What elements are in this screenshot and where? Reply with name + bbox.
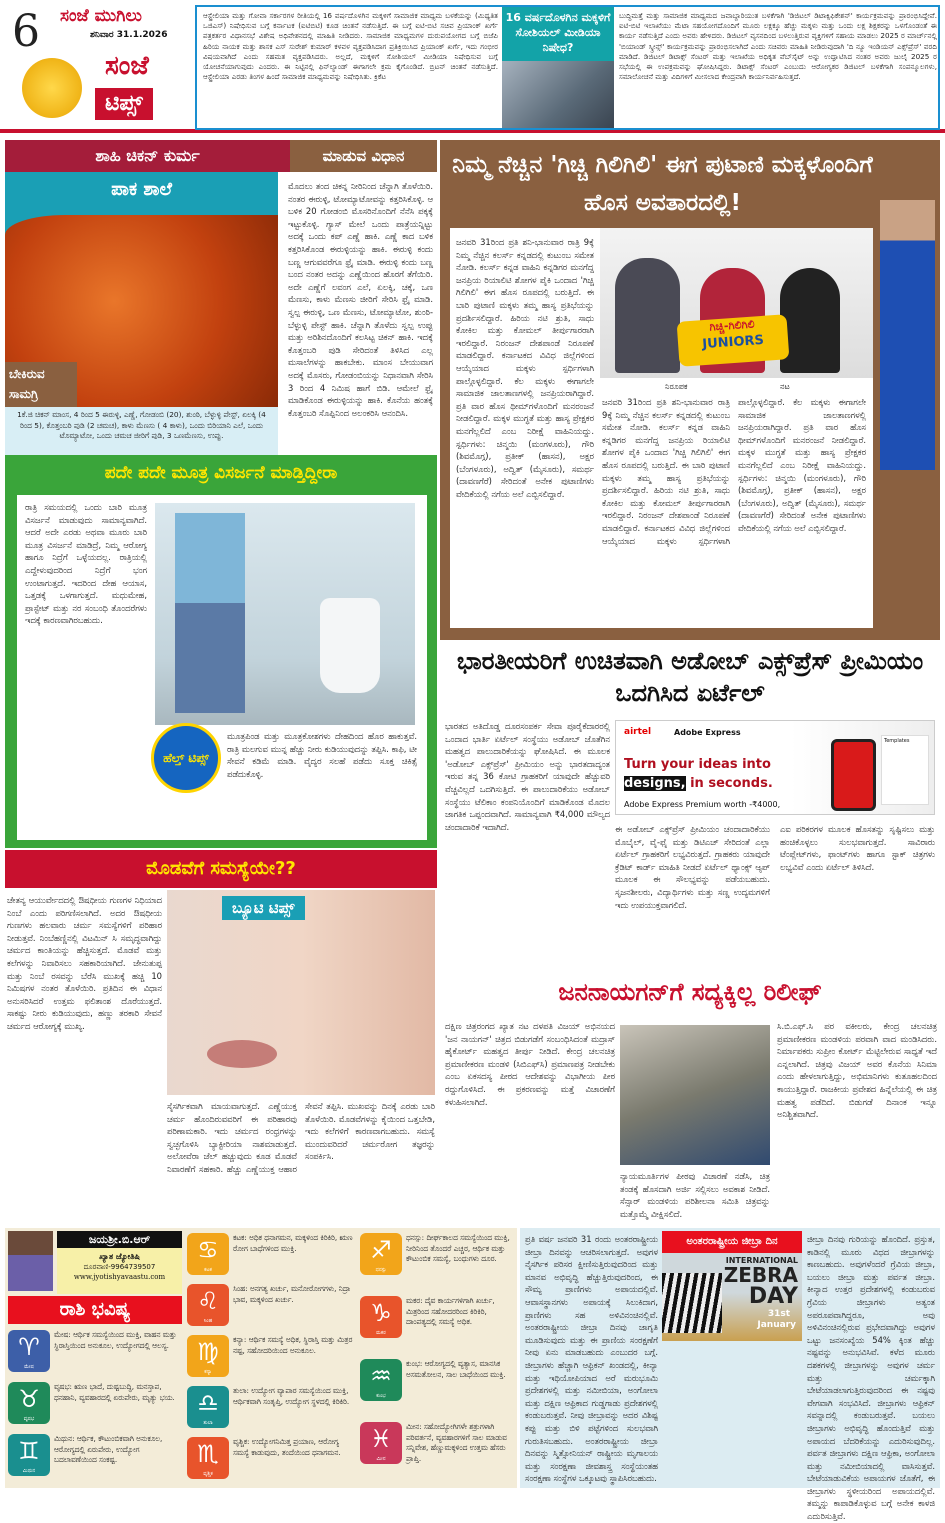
horoscope-sign-2: [8, 1432, 180, 1480]
caption-host: ನಿರೂಪಕ: [665, 382, 688, 391]
horoscope-sign-6: [187, 1384, 355, 1432]
zebra-col2: ಜೀಬ್ರಾ ದಿನವು ಗುರಿಯನ್ನು ಹೊಂದಿದೆ. ಪ್ರಸ್ತುತ, ಕಾಡಿನಲ್ಲಿ ಮೂರು ವಿಧದ ಜೀಬ್ರಾಗಳನ್ನು ಕಾಣಬಹುದು. ಅವುಗಳೆಂದರೆ ಗ್ರೆವಿಯ ಜೀಬ್ರಾ, ಬಯಲು ಜೀಬ್ರಾ ಮತ್ತು ಪರ್ವತ ಜೀಬ್ರಾ. ಕೀನ್ಯಾದ ಉತ್ತರ ಪ್ರದೇಶಗಳಲ್ಲಿ ಕಂಡುಬರುವ ಗ್ರೆವಿಯ ಜೀಬ್ರಾಗಳು ಅತ್ಯಂತ ಅಪರೂಪವಾಗಿದ್ದರೂ, ಅವು ಅಳಿವಿನಂಚಿನಲ್ಲಿರುವ ಪ್ರಭೇದವಾಗಿದ್ದು ಅವುಗಳ ಒಟ್ಟು ಜನಸಂಖ್ಯೆಯ 54% ಕ್ಕಿಂತ ಹೆಚ್ಚು ನಷ್ಟವನ್ನು ಅನುಭವಿಸಿವೆ. ಕಳೆದ ಮೂರು ದಶಕಗಳಲ್ಲಿ ಜೀಬ್ರಾಗಳನ್ನು ಅವುಗಳ ಚರ್ಮ ಮತ್ತು ಚರ್ಮಕ್ಕಾಗಿ ಬೇಟೆಯಾಡಲಾಗುತ್ತಿರುವುದರಿಂದ ಈ ನಷ್ಟವು ವೇಗವಾಗಿ ಸಂಭವಿಸಿದೆ. ಜೀಬ್ರಾಗಳು ಆಫ್ರಿಕನ್ ಸವನ್ನಾದಲ್ಲಿ ಕಂಡುಬರುತ್ತವೆ. ಬಯಲು ಜೀಬ್ರಾಗಳು ಅಭಿವೃದ್ಧಿ ಹೊಂದುತ್ತಿವೆ ಮತ್ತು ಅಪಾಯದ ಬೆದರಿಕೆಯನ್ನು ಎದುರಿಸುವುದಿಲ್ಲ. ಪರ್ವತ ಜೀಬ್ರಾಗಳು ದಕ್ಷಿಣ ಆಫ್ರಿಕಾ, ಅಂಗೋಲಾ ಮತ್ತು ನಮೀಬಿಯಾದಲ್ಲಿ ವಾಸಿಸುತ್ತವೆ. ಬೇಟೆಯಾಡುವಿಕೆಯ ಅಪಾಯಗಳ ಜೊತೆಗೆ, ಈ ಜೀಬ್ರಾಗಳು ಸ್ಥಳೀಯರಿಂದ ಅಪಾಯದಲ್ಲಿವೆ. ತಮ್ಮನ್ನು ಕಾಪಾಡಿಕೊಳ್ಳುವ ಬಗ್ಗೆ ಅನೇಕ ಕಾಳಜಿ ಎದುರಿಸುತ್ತಿವೆ.: [807, 1234, 935, 1522]
horoscope-sign-7: [187, 1435, 355, 1483]
ad-line-2: [624, 776, 773, 792]
zodiac-icon: ♊ ಮಿಥುನ: [8, 1434, 50, 1476]
zebra-day-line-3: DAY: [748, 1284, 798, 1309]
paper-name-logo: ಸಂಜೆ ಮುಗಿಲು: [60, 6, 142, 26]
face-acne-image: [167, 890, 435, 1095]
recipe-section: [5, 140, 437, 455]
horoscope-text: ತುಲಾ: ಉದ್ಯೋಗ ವ್ಯಾಪಾರ ಸಮಸ್ಯೆಯಿಂದ ಮುಕ್ತಿ, ಆರ್ಥಿಕವಾಗಿ ಸಂತೃಪ್ತಿ, ಉದ್ಯೋಗ ಸ್ಥಳದಲ್ಲಿ ಕಿರಿಕಿರಿ.: [233, 1386, 350, 1406]
ad-highlight: designs,: [624, 776, 686, 791]
zodiac-icon-label: ತುಲಾ: [203, 1420, 213, 1426]
ad-line-1: Turn your ideas into: [624, 757, 771, 772]
astrologer-name: ಜಯಶ್ರೀ.ಬಿ.ಆರ್: [57, 1231, 182, 1248]
zebra-image: [662, 1253, 802, 1341]
acne-headline: ಮೊಡವೆಗೆ ಸಮಸ್ಯೆಯೇ??: [5, 850, 437, 888]
horoscope-section: [5, 1228, 517, 1488]
recipe-title: ಶಾಹಿ ಚಿಕನ್ ಕುರ್ಮ: [5, 140, 290, 172]
horoscope-text: ವೃಷಭ: ಋಣ ಭಾದೆ, ದುಷ್ಟಬುದ್ಧಿ, ಮನಸ್ತಾಪ, ಧನಹಾನಿ, ವ್ಯವಹಾರದಲ್ಲಿ ಏರುಪೇರು, ಮೃತ್ಯು ಭಯ.: [54, 1382, 175, 1402]
zodiac-icon-label: ಧನಸ್ಸು: [375, 1267, 387, 1273]
beauty-tips-label: ಬ್ಯೂಟಿ ಟಿಪ್ಸ್: [222, 896, 305, 920]
ingredients-text: 1ಕೆ.ಜಿ ಚಿಕನ್ ಮಾಂಸ, 4 ರಿಂದ 5 ಈರುಳ್ಳಿ, ಎಣ್ಣೆ, ಗೋಡಂಬಿ (20), ಶುಂಠಿ, ಬೆಳ್ಳುಳ್ಳಿ ಪೇಸ್ಟ್, ಏಲಕ್ಕಿ (4 ರಿಂದ 5), ಕೊತ್ತಂಬರಿ ಪುಡಿ (2 ಚಮಚ), ಕಾಳು ಮೆಣಸು ( 4 ಕಾಳು), ಒಂದು ಬಿರಿಯಾನಿ ಎಲೆ, ಒಂದು ಟೊಮ್ಯಾಟೋ, ಒಂದು ಚಮಚ ಜೀರಿಗೆ ಪುಡಿ, 3 ಒಣಮೆಣಸು, ಉಪ್ಪು.: [5, 407, 278, 455]
zodiac-icon: ♐ ಧನಸ್ಸು: [360, 1233, 402, 1275]
zodiac-icon-label: ಕುಂಭ: [376, 1393, 386, 1399]
airtel-logo: airtel: [624, 727, 652, 737]
airtel-headline: ಭಾರತೀಯರಿಗೆ ಉಚಿತವಾಗಿ ಅಡೋಬ್ ಎಕ್ಸ್‌ಪ್ರೆಸ್ ಪ್ರೀಮಿಯಂ ಒದಗಿಸಿದ ಏರ್ಟೆಲ್: [456, 647, 924, 707]
zebra-section: [520, 1228, 940, 1522]
astrologer-title: ಖ್ಯಾತ ಜ್ಯೋತಿಷಿ: [99, 1252, 140, 1261]
jananayagan-col1: ದಕ್ಷಿಣ ಚಿತ್ರರಂಗದ ಖ್ಯಾತ ನಟ ದಳಪತಿ ವಿಜಯ್ ಅಭಿನಯದ 'ಜನ ನಾಯಗನ್' ಚಿತ್ರದ ಬಿಡುಗಡೆಗೆ ಸಂಬಂಧಿಸಿದಂತೆ ಮದ್ರಾಸ್ ಹೈಕೋರ್ಟ್ ಮಹತ್ವದ ತೀರ್ಪು ನೀಡಿದೆ. ಕೇಂದ್ರ ಚಲನಚಿತ್ರ ಪ್ರಮಾಣೀಕರಣ ಮಂಡಳಿ (ಸಿಬಿಎಫ್‌ಸಿ) ಪ್ರಮಾಣಪತ್ರ ನೀಡಬೇಕು ಎಂಬ ಏಕಸದಸ್ಯ ಪೀಠದ ಆದೇಶವನ್ನು ವಿಭಾಗೀಯ ಪೀಠ ರದ್ದುಗೊಳಿಸಿದೆ. ಈ ಪ್ರಕರಣವನ್ನು ಮತ್ತೆ ವಿಚಾರಣೆಗೆ ಕಳುಹಿಸಲಾಗಿದೆ.: [445, 1021, 615, 1107]
zodiac-icon-label: ಕನ್ಯಾ: [204, 1369, 212, 1375]
zodiac-icon: ♉ ವೃಷಭ: [8, 1382, 50, 1424]
top-story: [195, 5, 940, 130]
ad-line-3: Adobe Express Premium worth -₹4000,: [624, 800, 781, 809]
person-legs: [175, 513, 245, 713]
health-tips-section: [5, 455, 437, 848]
horoscope-sign-1: [8, 1380, 180, 1428]
horoscope-sign-5: [187, 1333, 355, 1381]
kitchen-section-label: ಪಾಕ ಶಾಲೆ: [111, 179, 172, 200]
lips: [207, 1040, 277, 1068]
judge-3: [780, 268, 840, 373]
health-tips-badge-label: ಹೆಲ್ತ್ ಟಿಪ್ಸ್: [163, 751, 209, 765]
adobe-express-logo: Adobe Express: [674, 728, 741, 737]
horoscope-text: ಮಕರ: ದೈವ ಕಾರ್ಯಗಳಿಗಾಗಿ ಖರ್ಚು, ಮಿತ್ರರಿಂದ ಸಹೋದರರಿಂದ ಕಿರಿಕಿರಿ, ದಾಂಪತ್ಯದಲ್ಲಿ ಸಮಸ್ಯೆ ಅಧಿಕ.: [406, 1296, 495, 1326]
zebra-day-line-4: 31st: [767, 1309, 790, 1319]
horoscope-sign-9: [360, 1294, 514, 1342]
horoscope-text: ಸಿಂಹ: ಅನಗತ್ಯ ಖರ್ಚು, ಮನೋರೋಗಗಳು, ನಿದ್ರಾ ಭಾವ, ಮಕ್ಕಳಿಂದ ಖರ್ಚು.: [233, 1284, 351, 1304]
zebra-day-line-1: INTERNATIONAL: [725, 1256, 798, 1265]
health-col2: ಮೂತ್ರಪಿಂಡ ಮತ್ತು ಮೂತ್ರಕೋಶಗಳು ದೇಹದಿಂದ ಹೊರ ಹಾಕುತ್ತವೆ. ರಾತ್ರಿ ಮಲಗುವ ಮುನ್ನ ಹೆಚ್ಚು ನೀರು ಕುಡಿಯುವುದನ್ನು ತಪ್ಪಿಸಿ. ಕಾಫಿ, ಟೀ ಸೇವನೆ ಕಡಿಮೆ ಮಾಡಿ. ವೈದ್ಯರ ಸಲಹೆ ಪಡೆದು ಸೂಕ್ತ ಚಿಕಿತ್ಸೆ ಪಡೆದುಕೊಳ್ಳಿ.: [227, 731, 417, 779]
airtel-body-1: ಭಾರತದ ಅತಿದೊಡ್ಡ ದೂರಸಂಪರ್ಕ ಸೇವಾ ಪೂರೈಕೆದಾರರಲ್ಲಿ ಒಂದಾದ ಭಾರ್ತಿ ಏರ್ಟೆಲ್ ಸಂಸ್ಥೆಯು ಅಡೋಬ್ ಜೊತೆಗಿನ ಮಹತ್ವದ ಪಾಲುದಾರಿಕೆಯನ್ನು ಘೋಷಿಸಿದೆ. ಈ ಮೂಲಕ 'ಅಡೋಬ್ ಎಕ್ಸ್‌ಪ್ರೆಸ್' ಪ್ರೀಮಿಯಂ ಅನ್ನು ಭಾರತದಾದ್ಯಂತ ಇರುವ ತನ್ನ 36 ಕೋಟಿ ಗ್ರಾಹಕರಿಗೆ ಯಾವುದೇ ಹೆಚ್ಚುವರಿ ವೆಚ್ಚವಿಲ್ಲದೆ ಒದಗಿಸುತ್ತಿದೆ. ಈ ಪಾಲುದಾರಿಕೆಯು ಅಡೋಬ್ ಸಂಸ್ಥೆಯು ಟೆಲಿಕಾಂ ಕಂಪನಿಯೊಂದಿಗೆ ಮಾಡಿಕೊಂಡ ಮೊದಲ ಜಾಗತಿಕ ಒಪ್ಪಂದವಾಗಿದೆ. ಸಾಮಾನ್ಯವಾಗಿ ₹4,000 ಮೌಲ್ಯದ ಚಂದಾದಾರಿಕೆ ಇದಾಗಿದೆ.: [445, 721, 610, 832]
horoscope-text: ಮೇಷ: ಆರ್ಥಿಕ ಸಮಸ್ಯೆಯಿಂದ ಮುಕ್ತಿ, ವಾಹನ ಮತ್ತು ಸ್ಥಿರಾಸ್ತಿಯಿಂದ ಅನುಕೂಲ, ಉದ್ಯೋಗದಲ್ಲಿ ಆಲಸ್ಯ.: [54, 1330, 177, 1350]
zodiac-icon-label: ಸಿಂಹ: [203, 1318, 213, 1324]
gichi-body-cont: ಜನವರಿ 31ರಿಂದ ಪ್ರತಿ ಶನಿ-ಭಾನುವಾರ ರಾತ್ರಿ 9ಕ್ಕೆ ನಿಮ್ಮ ನೆಚ್ಚಿನ ಕಲರ್ಸ್ ಕನ್ನಡದಲ್ಲಿ ಕುಟುಂಬ ಸಮೇತ ನೋಡಿ. ಕಲರ್ಸ್ ಕನ್ನಡ ವಾಹಿನಿ ಕನ್ನಡಿಗರ ಮನಗೆದ್ದ ಜನಪ್ರಿಯ ರಿಯಾಲಿಟಿ ಶೋಗಳ ಪೈಕಿ ಒಂದಾದ 'ಗಿಚ್ಚಿ ಗಿಲಿಗಿಲಿ' ಈಗ ಹೊಸ ರೂಪದಲ್ಲಿ ಬರುತ್ತಿದೆ. ಈ ಬಾರಿ ಪುಟಾಣಿ ಮಕ್ಕಳು ತಮ್ಮ ಹಾಸ್ಯ ಪ್ರತಿಭೆಯನ್ನು ಪ್ರದರ್ಶಿಸಲಿದ್ದಾರೆ. ಹಿರಿಯ ನಟಿ ಶ್ರುತಿ, ಸಾಧು ಕೋಕಿಲ ಮತ್ತು ಕೋಮಲ್ ತೀರ್ಪುಗಾರರಾಗಿ ಇರಲಿದ್ದಾರೆ. ನಿರಂಜನ್ ದೇಶಪಾಂಡೆ ನಿರೂಪಣೆ ಮಾಡಲಿದ್ದಾರೆ. ಕರ್ನಾಟಕದ ವಿವಿಧ ಜಿಲ್ಲೆಗಳಿಂದ ಆಯ್ಕೆಯಾದ ಮಕ್ಕಳು ಸ್ಪರ್ಧಿಗಳಾಗಿ ಪಾಲ್ಗೊಳ್ಳಲಿದ್ದಾರೆ. ಕೆಲ ಮಕ್ಕಳು ಈಗಾಗಲೇ ಸಾಮಾಜಿಕ ಜಾಲತಾಣಗಳಲ್ಲಿ ಜನಪ್ರಿಯರಾಗಿದ್ದಾರೆ. ಪ್ರತಿ ವಾರ ಹೊಸ ಥೀಮ್‌ಗಳೊಂದಿಗೆ ಮನರಂಜನೆ ನೀಡಲಿದ್ದಾರೆ. ಮಕ್ಕಳ ಮುಗ್ಧತೆ ಮತ್ತು ಹಾಸ್ಯ ಪ್ರೇಕ್ಷಕರ ಮನಗೆಲ್ಲಲಿದೆ ಎಂಬ ನಿರೀಕ್ಷೆ ವಾಹಿನಿಯದ್ದು. ಸ್ಪರ್ಧಿಗಳು: ಚಿನ್ಮಯಿ (ಮಂಗಳೂರು), ಗೌರಿ (ಶಿವಮೊಗ್ಗ), ಪ್ರತೀಕ್ (ಹಾಸನ), ಅಕ್ಷರ (ಬೆಂಗಳೂರು), ಅದ್ವಿತ್ (ಮೈಸೂರು), ಸಮರ್ಥ (ದಾವಣಗೆರೆ) ಸೇರಿದಂತೆ ಅನೇಕ ಪುಟಾಣಿಗಳು ವೇದಿಕೆಯಲ್ಲಿ ನಗೆಯ ಅಲೆ ಎಬ್ಬಿಸಲಿದ್ದಾರೆ.: [602, 397, 866, 546]
zebra-col1: ಪ್ರತಿ ವರ್ಷ ಜನವರಿ 31 ರಂದು ಅಂತರರಾಷ್ಟ್ರೀಯ ಜೀಬ್ರಾ ದಿನವನ್ನು ಆಚರಿಸಲಾಗುತ್ತದೆ. ಅವುಗಳ ನೈಸರ್ಗಿಕ ಪರಿಸರ ಕ್ಷೀಣಿಸುತ್ತಿರುವುದರಿಂದ ಮತ್ತು ಮಾನವ ಅಭಿವೃದ್ಧಿ ಹೆಚ್ಚುತ್ತಿರುವುದರಿಂದ, ಈ ಸೌಮ್ಯ ಪ್ರಾಣಿಗಳು ಅಪಾಯದಲ್ಲಿವೆ. ಆವಾಸಸ್ಥಾನಗಳು ಅಪಾಯಕ್ಕೆ ಸಿಲುಕಿದಾಗ, ಪ್ರಾಣಿಗಳು ಸಹ ಅಳಿವಿನಂಚಿನಲ್ಲಿವೆ. ಅಂತರರಾಷ್ಟ್ರೀಯ ಜೀಬ್ರಾ ದಿನವು ಜಾಗೃತಿ ಮೂಡಿಸುವುದು ಮತ್ತು ಈ ಪ್ರಾಣಿಯ ಸಂರಕ್ಷಣೆಗೆ ನೀವು ಏನು ಮಾಡಬಹುದು ಎಂಬುದರ ಬಗ್ಗೆ. ಜೀಬ್ರಾಗಳು ಹೆಚ್ಚಾಗಿ ಆಫ್ರಿಕನ್ ಖಂಡದಲ್ಲಿ, ಕೀನ್ಯಾ ಮತ್ತು ಇಥಿಯೋಪಿಯಾದ ಅರೆ ಮರುಭೂಮಿ ಪ್ರದೇಶಗಳಲ್ಲಿ ಮತ್ತು ನಮೀಬಿಯಾ, ಅಂಗೋಲಾ ಮತ್ತು ದಕ್ಷಿಣ ಆಫ್ರಿಕಾದ ಗುಡ್ಡಗಾಡು ಪ್ರದೇಶಗಳಲ್ಲಿ ಕಂಡುಬರುತ್ತವೆ. ನೀವು ಜೀಬ್ರಾವನ್ನು ಅದರ ವಿಶಿಷ್ಟ ಕಪ್ಪು ಮತ್ತು ಬಿಳಿ ಪಟ್ಟೆಗಳಿಂದ ಸುಲಭವಾಗಿ ಗುರುತಿಸಬಹುದು. ಅಂತರರಾಷ್ಟ್ರೀಯ ಜೀಬ್ರಾ ದಿನವನ್ನು ಸ್ಮಿತ್ಸೋನಿಯನ್ ರಾಷ್ಟ್ರೀಯ ಮೃಗಾಲಯ ಮತ್ತು ಸಂರಕ್ಷಣಾ ಜೀವಶಾಸ್ತ್ರ ಸಂಸ್ಥೆಯಂತಹ ಸಂರಕ್ಷಣಾ ಸಂಸ್ಥೆಗಳ ಒಕ್ಕೂಟವು ಸ್ಥಾಪಿಸಿರಬಹುದು.: [525, 1234, 658, 1484]
toilet-shape: [320, 598, 380, 693]
jananayagan-col2: ಸಿ.ಬಿ.ಎಫ್.ಸಿ ಪರ ವಕೀಲರು, ಕೇಂದ್ರ ಚಲನಚಿತ್ರ ಪ್ರಮಾಣೀಕರಣ ಮಂಡಳಿಯ ಪರವಾಗಿ ವಾದ ಮಂಡಿಸಿದರು. ನಿರ್ಮಾಪಕರು ಸುಪ್ರೀಂ ಕೋರ್ಟ್ ಮೆಟ್ಟಿಲೇರುವ ಸಾಧ್ಯತೆ ಇದೆ ಎನ್ನಲಾಗಿದೆ. ಚಿತ್ರವು ವಿಜಯ್ ಅವರ ಕೊನೆಯ ಸಿನಿಮಾ ಎಂದು ಹೇಳಲಾಗುತ್ತಿದ್ದು, ಅಭಿಮಾನಿಗಳು ಕುತೂಹಲದಿಂದ ಕಾಯುತ್ತಿದ್ದಾರೆ. ರಾಜಕೀಯ ಪ್ರವೇಶದ ಹಿನ್ನೆಲೆಯಲ್ಲಿ ಈ ಚಿತ್ರ ಮಹತ್ವ ಪಡೆದಿದೆ. ಬಿಡುಗಡೆ ದಿನಾಂಕ ಇನ್ನೂ ಅನಿಶ್ಚಿತವಾಗಿದೆ.: [777, 1021, 937, 1120]
zodiac-icon-label: ವೃಷಭ: [23, 1416, 35, 1422]
horoscope-text: ಕನ್ಯಾ: ಆರ್ಥಿಕ ಸಮಸ್ಯೆ ಅಧಿಕ, ಸ್ಥಿರಾಸ್ತಿ ಮತ್ತು ಮಿತ್ರರ ನಷ್ಟ, ಸಹೋದರಿಯಿಂದ ಅನುಕೂಲ.: [233, 1335, 353, 1355]
gichi-section: [440, 140, 940, 640]
gichi-headline: ನಿಮ್ಮ ನೆಚ್ಚಿನ 'ಗಿಚ್ಚಿ ಗಿಲಿಗಿಲಿ' ಈಗ ಪುಟಾಣಿ ಮಕ್ಕಳೊಂದಿಗೆ ಹೊಸ ಅವತಾರದಲ್ಲಿ!: [452, 152, 873, 216]
airtel-body-2: ಈ ಅಡೋಬ್ ಎಕ್ಸ್‌ಪ್ರೆಸ್ ಪ್ರೀಮಿಯಂ ಚಂದಾದಾರಿಕೆಯು ಮೊಬೈಲ್, ವೈ-ಫೈ ಮತ್ತು ಡಿಟಿಎಚ್ ಸೇರಿದಂತೆ ಎಲ್ಲಾ ಏರ್ಟೆಲ್ ಗ್ರಾಹಕರಿಗೆ ಲಭ್ಯವಿರುತ್ತದೆ. ಗ್ರಾಹಕರು ಯಾವುದೇ ಕ್ರೆಡಿಟ್ ಕಾರ್ಡ್ ಮಾಹಿತಿ ನೀಡದೆ ಏರ್ಟೆಲ್ ಥ್ಯಾಂಕ್ಸ್ ಆ್ಯಪ್ ಮೂಲಕ ಈ ಸೌಲಭ್ಯವನ್ನು ಪಡೆಯಬಹುದು. ಸೃಜನಶೀಲರು, ವಿದ್ಯಾರ್ಥಿಗಳು ಮತ್ತು ಸಣ್ಣ ಉದ್ಯಮಗಳಿಗೆ ಇದು ಉಪಯುಕ್ತವಾಗಲಿದೆ.: [615, 824, 770, 910]
zebra-stripes: [662, 1273, 722, 1333]
horoscope-text: ಮಿಥುನ: ಆರ್ಥಿಕ, ಕೌಟುಂಬಿಕವಾಗಿ ಅನುಕೂಲ, ಆರೋಗ್ಯದಲ್ಲಿ ಏರುಪೇರು, ಉದ್ಯೋಗ ಬದಲಾವಣೆಯಿಂದ ಸಂಕಷ್ಟ.: [54, 1434, 163, 1464]
method-text: ಮೊದಲು ತಂದ ಚಿಕನ್ನ ನೀರಿನಿಂದ ಚೆನ್ನಾಗಿ ತೊಳೆಯಿರಿ. ನಂತರ ಈರುಳ್ಳಿ, ಟೋಮ್ಯಾಟೋವನ್ನು ಕತ್ತರಿಸಿಕೊಳ್ಳಿ. ಆ ಬಳಿಕ 20 ಗೋಡಂಬಿ ಮೊಸರಿನೊಂದಿಗೆ ನೆನೆಸಿ ಪಕ್ಕಕ್ಕೆ ಇಟ್ಟುಕೊಳ್ಳಿ. ಗ್ಯಾಸ್ ಮೇಲೆ ಒಂದು ಪಾತ್ರೆಯನ್ನಿಟ್ಟು ಅದಕ್ಕೆ ಒಂದು ಕಪ್ ಎಣ್ಣೆ ಹಾಕಿ. ಎಣ್ಣೆ ಕಾದ ಬಳಿಕ ಕತ್ತರಿಸಿಕೊಂಡ ಈರುಳ್ಳಿಯನ್ನು ಹಾಕಿ. ಈರುಳ್ಳಿ ಕಂದು ಬಣ್ಣ ಆಗುವವರೆಗೂ ಫ್ರೈ ಮಾಡಿ. ಈರುಳ್ಳಿ ಕಂದು ಬಣ್ಣ ಬಂದ ನಂತರ ಅದನ್ನು ಎಣ್ಣೆಯಿಂದ ಹೊರಗೆ ತೆಗೆಯಿರಿ. ಅದೇ ಎಣ್ಣೆಗೆ ಲವಂಗ ಎಲೆ, ಏಲಕ್ಕಿ, ಚಕ್ಕೆ, ಒಣ ಮೆಣಸು, ಕಾಳು ಮೆಣಸು ಜೀರಿಗೆ ಸೇರಿಸಿ ಫ್ರೈ ಮಾಡಿ. ಸ್ವಲ್ಪ ಈರುಳ್ಳಿ, ಒಣ ಮೆಣಸು, ಟೋಮ್ಯಾಟೋ, ಶುಂಠಿ-ಬೆಳ್ಳುಳ್ಳಿ ಪೇಸ್ಟ್ ಹಾಕಿ. ಚೆನ್ನಾಗಿ ತೊಳೆದು ಸ್ವಲ್ಪ ಉಪ್ಪು ಮತ್ತು ಅರಿಶಿನದೊಂದಿಗೆ ಕಲಸಿಟ್ಟ ಚಿಕನ್ ಹಾಕಿ. ಇದಕ್ಕೆ ಕೊತ್ತಂಬರಿ ಪುಡಿ ಸೇರಿದಂತೆ ತಿಳಿಸಿದ ಎಲ್ಲ ಮಸಾಲೆಗಳನ್ನು ಹಾಕಬೇಕು. ಮಾಂಸ ಬೇಯುವಾಗ ಅದಕ್ಕೆ ಮೊಸರು, ಗೋಡಂಬಿಯನ್ನು ನಿಧಾನವಾಗಿ ಸೇರಿಸಿ 3 ರಿಂದ 4 ನಿಮಿಷ ಹಾಗೆ ಬಿಡಿ. ಆಮೇಲೆ ಫ್ರೈ ಮಾಡಿಕೊಂಡ ಈರುಳ್ಳಿಯನ್ನು ಹಾಕಿ. ಕೊನೆಯ ಹಂತಕ್ಕೆ ಕೊತ್ತಂಬರಿ ಸೊಪ್ಪಿನಿಂದ ಅಲಂಕರಿಸಿ ಆನಂದಿಸಿ.: [288, 181, 433, 418]
gichi-body: ಜನವರಿ 31ರಿಂದ ಪ್ರತಿ ಶನಿ-ಭಾನುವಾರ ರಾತ್ರಿ 9ಕ್ಕೆ ನಿಮ್ಮ ನೆಚ್ಚಿನ ಕಲರ್ಸ್ ಕನ್ನಡದಲ್ಲಿ ಕುಟುಂಬ ಸಮೇತ ನೋಡಿ. ಕಲರ್ಸ್ ಕನ್ನಡ ವಾಹಿನಿ ಕನ್ನಡಿಗರ ಮನಗೆದ್ದ ಜನಪ್ರಿಯ ರಿಯಾಲಿಟಿ ಶೋಗಳ ಪೈಕಿ ಒಂದಾದ 'ಗಿಚ್ಚಿ ಗಿಲಿಗಿಲಿ' ಈಗ ಹೊಸ ರೂಪದಲ್ಲಿ ಬರುತ್ತಿದೆ. ಈ ಬಾರಿ ಪುಟಾಣಿ ಮಕ್ಕಳು ತಮ್ಮ ಹಾಸ್ಯ ಪ್ರತಿಭೆಯನ್ನು ಪ್ರದರ್ಶಿಸಲಿದ್ದಾರೆ. ಹಿರಿಯ ನಟಿ ಶ್ರುತಿ, ಸಾಧು ಕೋಕಿಲ ಮತ್ತು ಕೋಮಲ್ ತೀರ್ಪುಗಾರರಾಗಿ ಇರಲಿದ್ದಾರೆ. ನಿರಂಜನ್ ದೇಶಪಾಂಡೆ ನಿರೂಪಣೆ ಮಾಡಲಿದ್ದಾರೆ. ಕರ್ನಾಟಕದ ವಿವಿಧ ಜಿಲ್ಲೆಗಳಿಂದ ಆಯ್ಕೆಯಾದ ಮಕ್ಕಳು ಸ್ಪರ್ಧಿಗಳಾಗಿ ಪಾಲ್ಗೊಳ್ಳಲಿದ್ದಾರೆ. ಕೆಲ ಮಕ್ಕಳು ಈಗಾಗಲೇ ಸಾಮಾಜಿಕ ಜಾಲತಾಣಗಳಲ್ಲಿ ಜನಪ್ರಿಯರಾಗಿದ್ದಾರೆ. ಪ್ರತಿ ವಾರ ಹೊಸ ಥೀಮ್‌ಗಳೊಂದಿಗೆ ಮನರಂಜನೆ ನೀಡಲಿದ್ದಾರೆ. ಮಕ್ಕಳ ಮುಗ್ಧತೆ ಮತ್ತು ಹಾಸ್ಯ ಪ್ರೇಕ್ಷಕರ ಮನಗೆಲ್ಲಲಿದೆ ಎಂಬ ನಿರೀಕ್ಷೆ ವಾಹಿನಿಯದ್ದು. ಸ್ಪರ್ಧಿಗಳು: ಚಿನ್ಮಯಿ (ಮಂಗಳೂರು), ಗೌರಿ (ಶಿವಮೊಗ್ಗ), ಪ್ರತೀಕ್ (ಹಾಸನ), ಅಕ್ಷರ (ಬೆಂಗಳೂರು), ಅದ್ವಿತ್ (ಮೈಸೂರು), ಸಮರ್ಥ (ದಾವಣಗೆರೆ) ಸೇರಿದಂತೆ ಅನೇಕ ಪುಟಾಣಿಗಳು ವೇದಿಕೆಯಲ್ಲಿ ನಗೆಯ ಅಲೆ ಎಬ್ಬಿಸಲಿದ್ದಾರೆ.: [456, 237, 594, 499]
section-title-sanje: ಸಂಜೆ: [105, 51, 149, 81]
ad-templates-label: Templates: [884, 738, 910, 744]
airtel-ad: [615, 720, 935, 815]
horoscope-title: ರಾಶಿ ಭವಿಷ್ಯ: [8, 1296, 182, 1324]
astrologer-website: www.jyotishyavaastu.com: [73, 1273, 166, 1281]
horoscope-text: ಕಟಕ: ಅಧಿಕ ಧನಾಗಮನ, ಮಕ್ಕಳಿಂದ ಕಿರಿಕಿರಿ, ಋಣ ರೋಗ ಬಾಧೆಗಳಿಂದ ಮುಕ್ತಿ.: [233, 1233, 353, 1253]
zodiac-icon: ♍ ಕನ್ಯಾ: [187, 1335, 229, 1377]
show-logo: [677, 314, 790, 367]
horoscope-sign-3: [187, 1231, 355, 1279]
horoscope-sign-8: [360, 1231, 514, 1279]
acne-col1: ಚೇತನ್ಯ ಆಯುರ್ವೇದದಲ್ಲಿ ಔಷಧೀಯ ಗುಣಗಳ ನಿಧಿಯಾದ ನಿಂಬೆ ಎಂದು ಪರಿಗಣಿಸಲಾಗಿದೆ. ಅದರ ಔಷಧೀಯ ಗುಣಗಳು ಹಲವಾರು ಚರ್ಮ ಸಮಸ್ಯೆಗಳಿಗೆ ಪರಿಹಾರ ನೀಡುತ್ತವೆ. ನಿಂಬೆಹಣ್ಣಿನಲ್ಲಿ ವಿಟಮಿನ್ ಸಿ ಸಮೃದ್ಧವಾಗಿದ್ದು ಚರ್ಮದ ಕಾಂತಿಯನ್ನು ಹೆಚ್ಚಿಸುತ್ತದೆ. ಮೊಡವೆ ಮತ್ತು ಕಲೆಗಳನ್ನು ನಿವಾರಿಸಲು ಸಹಕಾರಿಯಾಗಿದೆ. ಜೇನುತುಪ್ಪ ಮತ್ತು ನಿಂಬೆ ರಸವನ್ನು ಬೆರೆಸಿ ಮುಖಕ್ಕೆ ಹಚ್ಚಿ 10 ನಿಮಿಷಗಳ ನಂತರ ತೊಳೆಯಿರಿ. ಪ್ರತಿದಿನ ಈ ವಿಧಾನ ಅನುಸರಿಸಿದರೆ ಉತ್ತಮ ಫಲಿತಾಂಶ ದೊರೆಯುತ್ತದೆ. ಸಾಕಷ್ಟು ನೀರು ಕುಡಿಯುವುದು, ಹಣ್ಣು ತರಕಾರಿ ಸೇವನೆ ಚರ್ಮದ ಆರೋಗ್ಯಕ್ಕೆ ಮುಖ್ಯ.: [7, 895, 162, 1031]
gichi-content: [450, 228, 873, 628]
ad-line-2-text: in seconds.: [685, 776, 773, 791]
judge-1: [615, 258, 680, 373]
zodiac-icon: ♒ ಕುಂಭ: [360, 1359, 402, 1401]
astrologer-panel: [57, 1231, 182, 1294]
actress-image: [880, 200, 935, 470]
issue-date: ಶನಿವಾರ 31.1.2026: [90, 30, 168, 40]
astrologer-photo: [8, 1231, 53, 1291]
horoscope-text: ವೃಶ್ಚಿಕ: ಉದ್ಯೋಗನಿಮಿತ್ತ ಪ್ರಯಾಣ, ಆರೋಗ್ಯ ಸಮಸ್ಯೆ ಕಾಡುವುದು, ತಂದೆಯಿಂದ ಧನಾಗಮನ.: [233, 1437, 341, 1457]
judges-image: [600, 228, 873, 378]
zebra-day-line-2: ZEBRA: [723, 1263, 798, 1287]
health-content: [17, 495, 427, 840]
zodiac-icon: ♑ ಮಕರ: [360, 1296, 402, 1338]
zodiac-icon: ♈ ಮೇಷ: [8, 1330, 50, 1372]
vijay-image: [620, 1025, 770, 1165]
zodiac-icon: ♎ ತುಲಾ: [187, 1386, 229, 1428]
method-title: ಮಾಡುವ ವಿಧಾನ: [290, 140, 437, 172]
top-story-headline: 16 ವರ್ಷದೊಳಗಿನ ಮಕ್ಕಳಿಗೆ ಸೋಶಿಯಲ್ ಮೀಡಿಯಾ ನಿಷೇಧ?: [505, 11, 611, 54]
show-logo-juniors: JUNIORS: [701, 332, 765, 353]
horoscope-sign-0: [8, 1328, 180, 1376]
child-with-phone-image: [502, 61, 614, 128]
health-tips-badge: [151, 723, 221, 793]
horoscope-sign-10: [360, 1357, 514, 1405]
zodiac-icon: ♋ ಕಟಕ: [187, 1233, 229, 1275]
astrologer-phone: ದೂರವಾಣಿ-9964739507: [83, 1263, 156, 1271]
top-story-col2: ಬುದ್ಧಿಮತ್ತೆ ಮತ್ತು ಸಾಮಾಜಿಕ ಮಾಧ್ಯಮದ ಜವಾಬ್ದಾರಿಯುತ ಬಳಕೆಗಾಗಿ 'ಡಿಜಿಟಲ್ ಡಿಟಾಕ್ಸಿಫಿಕೇಶನ್' ಕಾರ್ಯಕ್ರಮವನ್ನು ಪ್ರಾರಂಭಿಸಿದ್ದೇವೆ. ಐಟಿ-ಬಿಟಿ ಇಲಾಖೆಯು ಮೆಟಾ ಸಹಯೋಗದೊಂದಿಗೆ ಮೂರು ಲಕ್ಷಕ್ಕೂ ಹೆಚ್ಚು ಮಕ್ಕಳು ಮತ್ತು ಒಂದು ಲಕ್ಷ ಶಿಕ್ಷಕರನ್ನು ಒಳಗೊಂಡಂತೆ ಈ ಕಾರ್ಯ ನಡೆಸುತ್ತಿದೆ ಎಂದು ಅವರು ಹೇಳಿದರು. ಡಿಜಿಟಲ್ ವ್ಯಸನದಿಂದ ಬಳಲುತ್ತಿರುವ ವ್ಯಕ್ತಿಗಳಿಗೆ ಸಹಾಯ ಮಾಡಲು 2025 ರ ಮಾರ್ಚ್‌ನಲ್ಲಿ 'ಬಿಯಾಂಡ್ ಸ್ಕ್ರೀನ್ಸ್' ಕಾರ್ಯಕ್ರಮವನ್ನು ಪ್ರಾರಂಭಿಸಲಾಗಿದೆ ಎಂದು ಸಚಿವರು ಮಾಹಿತಿ ನೀಡಿರುವುದಾಗಿ 'ದಿ ನ್ಯೂ ಇಂಡಿಯನ್ ಎಕ್ಸ್‌ಪ್ರೆಸ್' ವರದಿ ಮಾಡಿದೆ. ಡಿಜಿಟಲ್ ಡಿಟಾಕ್ಸ್ ಸೆಂಟರ್ ಮತ್ತು ಇಲಾಖೆಯ ಅಧಿಕೃತ ವೆಬ್‌ಸೈಟ್ ಅನ್ನು ಉದ್ಘಾಟಿಸಿದ ನಂತರ ಅವರು ಜುಲೈ 2025 ರ ಸಭೆಯಲ್ಲಿ ಈ ಉಪಕ್ರಮವನ್ನು ಘೋಷಿಸಿದ್ದರು. ಡಿಟಾಕ್ಸ್ ಸೆಂಟರ್ ಎಂಬುದು ಆರೋಗ್ಯಕರ ಡಿಜಿಟಲ್ ಬಳಕೆಗಾಗಿ ಸಂಪನ್ಮೂಲಗಳು, ಸಮಾಲೋಚನೆ ಮತ್ತು ವಿದಿಗಳಿಗೆ ಮೀಸಲಾದ ಕೇಂದ್ರವಾಗಿ ಕಾರ್ಯನಿರ್ವಹಿಸುತ್ತದೆ.: [619, 11, 937, 82]
horoscope-text: ಧನಸ್ಸು: ದೀರ್ಘಕಾಲದ ಸಮಸ್ಯೆಯಿಂದ ಮುಕ್ತಿ, ನೀರಿನಿಂದ ತೊಂದರೆ ಎಚ್ಚರ, ಆರ್ಥಿಕ ಮತ್ತು ಕೌಟುಂಬಿಕ ಸಮಸ್ಯೆ, ಬಂಧುಗಳು ದೂರ.: [406, 1233, 510, 1263]
section-title-tips: ಟಿಪ್ಸ್: [95, 88, 153, 120]
ad-phone-mockup: [831, 739, 876, 811]
zodiac-icon-label: ಮಿಥುನ: [22, 1468, 36, 1474]
zodiac-icon-label: ವೃಶ್ಚಿಕ: [203, 1471, 213, 1477]
horoscope-sign-4: [187, 1282, 355, 1330]
zodiac-icon-label: ಮಕರ: [376, 1330, 386, 1336]
ad-templates-panel: [881, 735, 929, 805]
horoscope-sign-11: [360, 1420, 514, 1468]
zodiac-icon-label: ಮೀನ: [376, 1456, 386, 1462]
zebra-day-line-5: January: [757, 1320, 796, 1330]
zodiac-icon-label: ಕಟಕ: [204, 1267, 212, 1273]
acne-section: [5, 850, 437, 1225]
page-number: 6: [12, 6, 40, 57]
top-story-headline-box: [502, 7, 614, 61]
show-logo-text: ಗಿಚ್ಚಿ-ಗಿಲಿಗಿಲಿ: [708, 317, 755, 334]
horoscope-text: ಕುಂಭ: ಆರೋಗ್ಯದಲ್ಲಿ ವ್ಯತ್ಯಾಸ, ಮಾನಸಿಕ ಅಸಮತೋಲನ, ಸಾಲ ಬಾಧೆಯಿಂದ ಮುಕ್ತಿ.: [406, 1359, 506, 1379]
masthead: [0, 0, 945, 133]
horoscope-text: ಮೀನ: ಸಹೋದ್ಯೋಗಿಗಳೇ ಶತ್ರುಗಳಾಗಿ ಪರಿವರ್ತನೆ, ವ್ಯವಹಾರಗಳಿಗೆ ಸಾಲ ಮಾಡುವ ಸನ್ನಿವೇಶ, ಹೆಣ್ಣುಮಕ್ಕಳಿಂದ ಉತ್ತಮ ಹೆಸರು ಪ್ರಾಪ್ತಿ.: [406, 1422, 507, 1463]
toilet-image: [155, 503, 415, 725]
airtel-section: [440, 645, 940, 965]
jananayagan-headline: ಜನನಾಯಗನ್‌ಗೆ ಸದ್ಯಕ್ಕಿಲ್ಲ ರಿಲೀಫ್: [558, 978, 822, 1006]
airtel-body-3: ಎಐ ಪರಿಕರಗಳ ಮೂಲಕ ಹೊಸತನ್ನು ಸೃಷ್ಟಿಸಲು ಮತ್ತು ಹಂಚಿಕೊಳ್ಳಲು ಸುಲಭವಾಗುತ್ತದೆ. ಸಾವಿರಾರು ಟೆಂಪ್ಲೇಟ್‌ಗಳು, ಫಾಂಟ್‌ಗಳು ಹಾಗೂ ಸ್ಟಾಕ್ ಚಿತ್ರಗಳು ಲಭ್ಯವಿವೆ ಎಂದು ಏರ್ಟೆಲ್ ತಿಳಿಸಿದೆ.: [780, 824, 935, 872]
top-story-col1: ಆಸ್ಟ್ರೇಲಿಯಾ ಮತ್ತು ಗೋವಾ ಸರ್ಕಾರಗಳ ರೀತಿಯಲ್ಲಿ 16 ವರ್ಷದೊಳಗಿನ ಮಕ್ಕಳಿಗೆ ಸಾಮಾಜಿಕ ಮಾಧ್ಯಮ ಬಳಕೆಯನ್ನು (ಮಿಥ್ಯತಿತ ಒಜಿಎಸ್) ನಿಷೇಧಿಸುವ ಬಗ್ಗೆ ಕರ್ನಾಟಕ (ಐಟಿಬಿಟಿ) ಕೂಡ ಚಿಂತನೆ ನಡೆಸುತ್ತಿದೆ. ಈ ಬಗ್ಗೆ ಐಟಿ-ಬಿಟಿ ಸಚಿವ ಪ್ರಿಯಾಂಕ್ ಖರ್ಗೆ ಪತ್ರಕರ್ತರ ವಿಧಾನಸಭೆ ವಿಶೇಷ ಅಧಿವೇಶನದಲ್ಲಿ ಮಾಹಿತಿ ನೀಡಿದರು. ಸಾಮಾಜಿಕ ಮಾಧ್ಯಮಗಳ ದುರುಪಯೋಗದ ಬಗ್ಗೆ ಬಿಜೆಪಿ ಹಿರಿಯ ನಾಯಕ ಮತ್ತು ಶಾಸಕ ಎಸ್ ಸುರೇಶ್ ಕುಮಾರ್ ಕಳವಳ ವ್ಯಕ್ತಪಡಿಸಿದಾಗ ಪ್ರತಿಕ್ರಿಯಿಸಿದ ಪ್ರಿಯಾಂಕ್ ಖರ್ಗೆ, ಇದು ಗಂಭೀರ ವಿಷಯವಾಗಿದೆ ಎಂದು ಸಹಮತ ವ್ಯಕ್ತಪಡಿಸಿದರು. ಅಲ್ಲದೆ, ಮಕ್ಕಳಿಗೆ ಸೋಶಿಯಲ್ ಮೀಡಿಯಾ ನಿಷೇಧಿಸುವ ಬಗ್ಗೆ ಯೋಚನೆಯಾಗುವುದು ಎಂದರು. ಈ ನಿಟ್ಟಿನಲ್ಲಿ ಫಿನ್‌ಲ್ಯಾಂಡ್ ಈಗಾಗಲೇ ಕ್ರಮ ಕೈಗೊಂಡಿದೆ. ಬ್ರಿಟನ್ ಚಿಂತನೆ ನಡೆಸುತ್ತಿದೆ. ಆಸ್ಟ್ರೇಲಿಯಾ ಎರಡು ತಿಂಗಳ ಹಿಂದೆ ಸಾಮಾಜಿಕ ಮಾಧ್ಯಮವನ್ನು ನಿಷೇಧಿಸಿತು. ಕ್ರಿಕೆಟ: [203, 11, 498, 82]
caption-actor: ನಟ: [780, 382, 790, 391]
zodiac-icon: ♓ ಮೀನ: [360, 1422, 402, 1464]
zodiac-icon-label: ಮೇಷ: [24, 1364, 34, 1370]
acne-col2: ಸೈಸರ್ಗಿಕವಾಗಿ ಮಾಯವಾಗುತ್ತದೆ. ಎಣ್ಣೆಯುಕ್ತ ಚರ್ಮ ಹೊಂದಿರುವವರಿಗೆ ಈ ಪರಿಹಾರವು ಪರಿಣಾಮಕಾರಿ. ಇದು ಚರ್ಮದ ರಂಧ್ರಗಳನ್ನು ಸ್ವಚ್ಛಗೊಳಿಸಿ ಬ್ಯಾಕ್ಟೀರಿಯಾ ನಾಶಮಾಡುತ್ತದೆ. ಅಲೋವೆರಾ ಜೆಲ್ ಹಚ್ಚುವುದು ಕೂಡ ಮೊಡವೆ ನಿವಾರಣೆಗೆ ಸಹಕಾರಿ. ಹೆಚ್ಚು ಎಣ್ಣೆಯುಕ್ತ ಆಹಾರ ಸೇವನೆ ತಪ್ಪಿಸಿ. ಮುಖವನ್ನು ದಿನಕ್ಕೆ ಎರಡು ಬಾರಿ ತೊಳೆಯಿರಿ. ಮೊಡವೆಗಳನ್ನು ಕೈಯಿಂದ ಒತ್ತಬೇಡಿ, ಇದು ಕಲೆಗಳಿಗೆ ಕಾರಣವಾಗಬಹುದು. ಸಮಸ್ಯೆ ಮುಂದುವರಿದರೆ ಚರ್ಮರೋಗ ತಜ್ಞರನ್ನು ಸಂಪರ್ಕಿಸಿ.: [167, 1101, 435, 1174]
jananayagan-col3: ನ್ಯಾಯಮೂರ್ತಿಗಳ ಪೀಠವು ವಿಚಾರಣೆ ನಡೆಸಿ, ಚಿತ್ರ ತಂಡಕ್ಕೆ ಹೊಸದಾಗಿ ಅರ್ಜಿ ಸಲ್ಲಿಸಲು ಅವಕಾಶ ನೀಡಿದೆ. ಸೆನ್ಸಾರ್ ಮಂಡಳಿಯ ಪರಿಶೀಲನಾ ಸಮಿತಿ ಚಿತ್ರವನ್ನು ಮತ್ತೊಮ್ಮೆ ವೀಕ್ಷಿಸಲಿದೆ.: [620, 1171, 770, 1219]
zebra-headline: ಅಂತರರಾಷ್ಟ್ರೀಯ ಜೀಬ್ರಾ ದಿನ: [662, 1231, 802, 1253]
bulb-icon: [22, 58, 82, 118]
ingredients-title: ಬೇಕಿರುವ ಸಾಮಗ್ರಿ: [5, 362, 77, 407]
zodiac-icon: ♌ ಸಿಂಹ: [187, 1284, 229, 1326]
health-headline: ಪದೇ ಪದೇ ಮೂತ್ರ ವಿಸರ್ಜನೆ ಮಾಡ್ತಿದ್ದೀರಾ: [104, 463, 338, 483]
jananayagan-section: [440, 975, 940, 1225]
zodiac-icon: ♏ ವೃಶ್ಚಿಕ: [187, 1437, 229, 1479]
health-col1: ರಾತ್ರಿ ಸಮಯದಲ್ಲಿ ಒಂದು ಬಾರಿ ಮೂತ್ರ ವಿಸರ್ಜನೆ ಮಾಡುವುದು ಸಾಮಾನ್ಯವಾಗಿದೆ. ಆದರೆ ಅದೇ ಎರಡು ಅಥವಾ ಮೂರು ಬಾರಿ ಮೂತ್ರ ವಿಸರ್ಜನೆ ಮಾಡಿದ್ರೆ, ನಿಮ್ಮ ಆರೋಗ್ಯ ಹಾಗೂ ನಿದ್ರೆಗೆ ಒಳ್ಳೆಯದಲ್ಲ. ರಾತ್ರಿಯಲ್ಲಿ ಎದ್ದೇಳುವುದರಿಂದ ನಿದ್ರೆಗೆ ಭಂಗ ಉಂಟಾಗುತ್ತದೆ. ಇದರಿಂದ ದೇಹ ಆಯಾಸ, ಒತ್ತಡಕ್ಕೆ ಒಳಗಾಗುತ್ತದೆ. ಮಧುಮೇಹ, ಪ್ರಾಸ್ಟೇಟ್ ಮತ್ತು ನರ ಸಂಬಂಧಿ ತೊಂದರೆಗಳು ಇದಕ್ಕೆ ಕಾರಣವಾಗಿರಬಹುದು.: [25, 502, 147, 626]
